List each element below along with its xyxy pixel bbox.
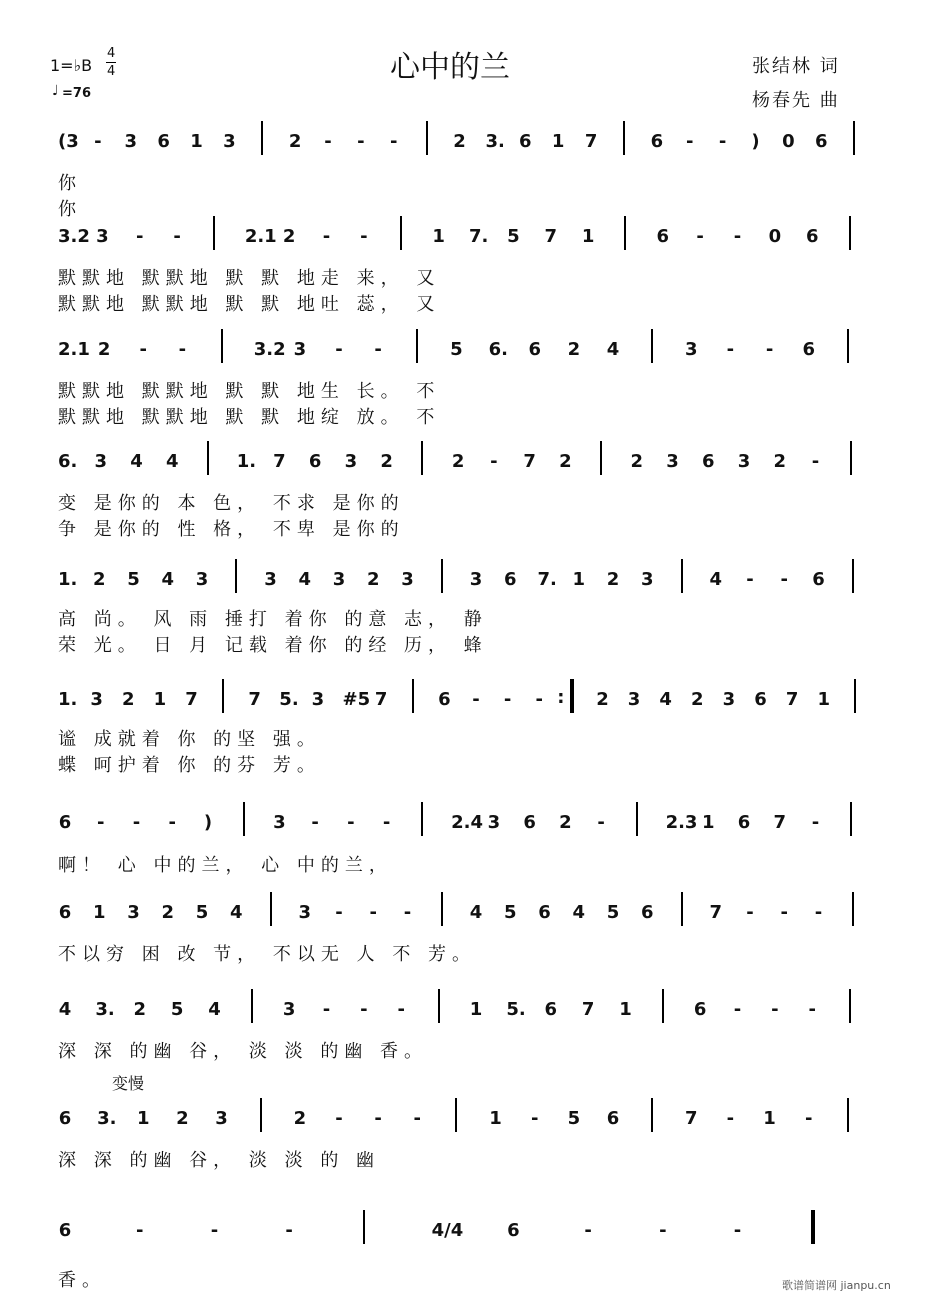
note: 2	[282, 226, 296, 247]
barline	[251, 989, 253, 1023]
lyric-line: 默默地 默默地 默 默 地走 来， 又	[58, 268, 441, 289]
barline	[847, 1098, 849, 1132]
dash: -	[168, 812, 176, 833]
note: 1.	[236, 451, 257, 472]
lyric-line: 深 深 的幽 谷， 淡 淡 的幽 香。	[58, 1041, 429, 1062]
note: 7	[584, 131, 598, 152]
note: 1	[92, 902, 106, 923]
note: 6	[58, 1220, 72, 1241]
note: 5	[450, 339, 463, 360]
note: 2	[293, 1108, 307, 1129]
barline	[681, 892, 683, 926]
note: 4	[709, 569, 723, 590]
note: 3	[332, 569, 346, 590]
barline	[636, 802, 638, 836]
dash: -	[324, 131, 332, 152]
note: 6	[308, 451, 322, 472]
note: 6	[58, 1108, 72, 1129]
note: 6	[812, 569, 825, 590]
repeat-dots: :	[557, 687, 565, 708]
note: 3	[273, 812, 286, 833]
lyricist-credit: 张结林 词	[752, 56, 840, 77]
note: 5	[503, 902, 517, 923]
note: 7	[273, 451, 286, 472]
note: 6	[656, 226, 670, 247]
note: 2	[121, 689, 135, 710]
barline	[600, 441, 602, 475]
lyric-line: 谧 成就着 你 的坚 强。	[58, 729, 321, 750]
song-title: 心中的兰	[390, 50, 510, 85]
dash: -	[472, 689, 480, 710]
note: 6	[58, 902, 72, 923]
note: 6	[693, 999, 707, 1020]
note: 6	[157, 131, 170, 152]
note: 3	[737, 451, 751, 472]
note: 3	[293, 339, 307, 360]
note: 5	[127, 569, 140, 590]
note: 3	[627, 689, 641, 710]
dash: -	[733, 999, 742, 1020]
note: 2	[630, 451, 644, 472]
note: 6	[58, 812, 72, 833]
note: 6	[606, 1108, 620, 1129]
dash: -	[765, 339, 774, 360]
composer-credit: 杨春先 曲	[752, 90, 840, 111]
lyric-line: 荣 光。 日 月 记载 着你 的经 历， 蜂	[58, 635, 488, 656]
note: #5	[342, 689, 371, 710]
note: 2	[97, 339, 111, 360]
dash: -	[311, 812, 319, 833]
lyric-line: 蝶 呵护着 你 的芬 芳。	[58, 755, 321, 776]
barline	[416, 329, 418, 363]
note: 4	[469, 902, 483, 923]
note: 3.	[95, 999, 115, 1020]
note: (3	[58, 131, 79, 152]
barline	[847, 329, 849, 363]
barline	[853, 121, 855, 155]
note: 7	[185, 689, 198, 710]
dash: -	[210, 1220, 219, 1241]
key-signature: 1=♭B	[50, 56, 93, 75]
note: 7	[374, 689, 388, 710]
tempo-marking: =76	[62, 86, 91, 101]
note: 3	[685, 339, 698, 360]
barline	[421, 802, 423, 836]
note: 2.4	[451, 812, 484, 833]
barline	[852, 892, 854, 926]
dash: -	[814, 902, 823, 923]
dash: -	[685, 131, 694, 152]
dash: -	[413, 1108, 422, 1129]
note: 5.	[279, 689, 299, 710]
note: 1	[572, 569, 586, 590]
dash: -	[771, 999, 779, 1020]
barline	[261, 121, 263, 155]
dash: -	[733, 226, 742, 247]
barline	[243, 802, 245, 836]
dash: -	[535, 689, 543, 710]
note: 7	[523, 451, 536, 472]
note: 4	[606, 339, 620, 360]
note: 1	[817, 689, 831, 710]
note: 2	[92, 569, 106, 590]
note: 3	[264, 569, 277, 590]
note: 5	[170, 999, 184, 1020]
dash: -	[360, 999, 368, 1020]
note: 2	[453, 131, 466, 152]
barline	[363, 1210, 365, 1244]
note: 5	[507, 226, 520, 247]
note: 1	[432, 226, 445, 247]
note: 4	[58, 999, 72, 1020]
note: 0	[782, 131, 795, 152]
note: 2	[161, 902, 175, 923]
note: 1.	[58, 569, 78, 590]
note: 6	[523, 812, 536, 833]
dash: -	[733, 1220, 742, 1241]
note: 2	[691, 689, 704, 710]
lyric-line: 争 是你的 性 格， 不卑 是你的	[58, 519, 405, 540]
barline	[260, 1098, 262, 1132]
dash: -	[597, 812, 605, 833]
barline	[681, 559, 683, 593]
dash: -	[360, 226, 368, 247]
dash: -	[718, 131, 727, 152]
note: 6	[702, 451, 715, 472]
note: 2	[567, 339, 581, 360]
note: 1	[763, 1108, 776, 1129]
dash: -	[335, 1108, 343, 1129]
lyric-line: 你	[58, 173, 82, 194]
dash: -	[94, 131, 102, 152]
barline	[624, 216, 626, 250]
time-signature-bottom: 4	[107, 64, 116, 79]
dash: -	[178, 339, 187, 360]
dash: -	[746, 902, 754, 923]
note: 4	[130, 451, 143, 472]
lyric-line: 变 是你的 本 色， 不求 是你的	[58, 493, 405, 514]
note: 3	[722, 689, 736, 710]
lyric-line: 不以穷 困 改 节， 不以无 人 不 芳。	[58, 944, 477, 965]
dash: -	[804, 1108, 813, 1129]
note: 1	[469, 999, 483, 1020]
note: 1	[702, 812, 715, 833]
dash: -	[503, 689, 512, 710]
note: 1	[137, 1108, 150, 1129]
note: 2	[606, 569, 620, 590]
dash: -	[322, 226, 331, 247]
barline	[221, 329, 223, 363]
note: 6	[538, 902, 551, 923]
dash: -	[726, 1108, 735, 1129]
dash: -	[335, 902, 343, 923]
parenthesis: )	[203, 812, 213, 833]
dash: -	[808, 999, 816, 1020]
time-signature-line	[106, 62, 116, 63]
site-watermark: 歌谱简谱网 jianpu.cn	[782, 1279, 891, 1292]
note: 4	[229, 902, 243, 923]
note: 3.	[97, 1108, 117, 1129]
barline	[222, 679, 224, 713]
tempo-change-marking: 变慢	[112, 1074, 145, 1093]
note: 2	[773, 451, 787, 472]
note: 5	[606, 902, 620, 923]
note: 6	[528, 339, 541, 360]
note: 7.	[469, 226, 489, 247]
dash: -	[746, 569, 754, 590]
note: 3	[666, 451, 679, 472]
note: 6	[814, 131, 828, 152]
barline	[441, 559, 443, 593]
note: 6	[438, 689, 451, 710]
lyric-line: 香。	[58, 1270, 106, 1291]
barline	[270, 892, 272, 926]
note: 7	[544, 226, 557, 247]
dash: -	[322, 999, 331, 1020]
note: 7.	[537, 569, 557, 590]
dash: -	[584, 1220, 592, 1241]
barline	[213, 216, 215, 250]
dash: -	[369, 902, 377, 923]
time-signature-top: 4	[107, 46, 116, 61]
note: 1	[489, 1108, 502, 1129]
note: 3	[127, 902, 140, 923]
barline	[441, 892, 443, 926]
note: 3	[311, 689, 325, 710]
note: 4	[208, 999, 221, 1020]
note: 2	[133, 999, 146, 1020]
barline	[651, 329, 653, 363]
note: 5.	[506, 999, 526, 1020]
dash: -	[811, 451, 820, 472]
note: 6	[650, 131, 664, 152]
note: 7	[785, 689, 799, 710]
barline	[426, 121, 428, 155]
dash: -	[357, 131, 365, 152]
note: 6	[503, 569, 517, 590]
note: 1	[619, 999, 632, 1020]
dash: -	[530, 1108, 539, 1129]
barline	[400, 216, 402, 250]
note: 5	[195, 902, 209, 923]
dash: -	[173, 226, 181, 247]
note: 1	[581, 226, 595, 247]
note: 5	[567, 1108, 581, 1129]
note: 2	[380, 451, 393, 472]
dash: -	[96, 812, 105, 833]
lyric-line: 默默地 默默地 默 默 地绽 放。 不	[58, 407, 441, 428]
note: 0	[768, 226, 782, 247]
end-barline	[570, 679, 574, 713]
note: 4	[298, 569, 312, 590]
note: 2	[451, 451, 465, 472]
dash: -	[811, 812, 820, 833]
note: 3	[401, 569, 414, 590]
dash: -	[696, 226, 704, 247]
dash: -	[139, 339, 148, 360]
barline	[854, 679, 856, 713]
dash: -	[335, 339, 343, 360]
barline	[623, 121, 625, 155]
dash: -	[135, 226, 144, 247]
note: 6.	[488, 339, 508, 360]
note: 6	[544, 999, 557, 1020]
dash: -	[382, 812, 391, 833]
barline	[421, 441, 423, 475]
note: 2.1	[244, 226, 277, 247]
lyric-line: 高 尚。 风 雨 捶打 着你 的意 志， 静	[58, 609, 488, 630]
note: 3	[90, 689, 103, 710]
note: 3	[487, 812, 501, 833]
barline	[235, 559, 237, 593]
note: 3.	[485, 131, 505, 152]
note: 2	[176, 1108, 189, 1129]
note: 2	[288, 131, 302, 152]
dash: -	[397, 999, 405, 1020]
dash: -	[659, 1220, 667, 1241]
barline	[852, 559, 854, 593]
parenthesis: )	[751, 131, 760, 152]
dash: -	[780, 569, 788, 590]
barline	[662, 989, 664, 1023]
note: 7	[685, 1108, 698, 1129]
note: 3	[195, 569, 209, 590]
note: 3	[124, 131, 138, 152]
barline	[438, 989, 440, 1023]
note: 6	[640, 902, 654, 923]
dash: -	[135, 1220, 144, 1241]
note: 3	[223, 131, 236, 152]
note: 6.	[58, 451, 78, 472]
note: 1	[190, 131, 203, 152]
barline	[849, 989, 851, 1023]
dash: -	[403, 902, 412, 923]
note: 3	[94, 451, 107, 472]
lyric-line: 默默地 默默地 默 默 地吐 蕊， 又	[58, 294, 441, 315]
dash: -	[726, 339, 735, 360]
note: 4	[161, 569, 175, 590]
note: 3	[298, 902, 312, 923]
note: 2.1	[58, 339, 90, 360]
barline	[849, 216, 851, 250]
note: 1	[153, 689, 167, 710]
dash: -	[374, 1108, 382, 1129]
dash: -	[780, 902, 788, 923]
quarter-note-icon: ♩	[52, 83, 59, 99]
note: 2	[596, 689, 609, 710]
note: 6	[802, 339, 815, 360]
note: 3	[96, 226, 109, 247]
lyric-line: 深 深 的幽 谷， 淡 淡 的 幽	[58, 1150, 381, 1171]
note: 3	[344, 451, 358, 472]
barline	[455, 1098, 457, 1132]
dash: -	[374, 339, 382, 360]
note: 7	[248, 689, 261, 710]
note: 4	[659, 689, 672, 710]
note: 1.	[58, 689, 78, 710]
lyric-line: 默默地 默默地 默 默 地生 长。 不	[58, 381, 441, 402]
barline	[412, 679, 414, 713]
end-barline	[811, 1210, 815, 1244]
note: 4	[572, 902, 586, 923]
note: 1	[551, 131, 565, 152]
note: 3.2	[58, 226, 90, 247]
dash: -	[132, 812, 141, 833]
note: 2	[559, 451, 572, 472]
note: 4	[165, 451, 179, 472]
note: 7	[709, 902, 723, 923]
dash: -	[490, 451, 498, 472]
dash: -	[390, 131, 398, 152]
lyric-line: 啊！ 心 中的兰， 心 中的兰，	[58, 855, 393, 876]
note: 4/4	[431, 1220, 464, 1241]
note: 2	[366, 569, 380, 590]
note: 3	[469, 569, 483, 590]
note: 7	[773, 812, 787, 833]
barline	[651, 1098, 653, 1132]
barline	[850, 802, 852, 836]
note: 2.3	[665, 812, 698, 833]
note: 7	[581, 999, 595, 1020]
note: 6	[519, 131, 532, 152]
barline	[850, 441, 852, 475]
lyric-line: 你	[58, 199, 82, 220]
note: 6	[806, 226, 819, 247]
note: 3	[215, 1108, 228, 1129]
note: 6	[754, 689, 767, 710]
note: 6	[737, 812, 751, 833]
dash: -	[347, 812, 355, 833]
note: 6	[507, 1220, 520, 1241]
note: 2	[559, 812, 572, 833]
note: 3.2	[253, 339, 286, 360]
dash: -	[285, 1220, 293, 1241]
note: 3	[640, 569, 654, 590]
note: 3	[282, 999, 296, 1020]
barline	[207, 441, 209, 475]
